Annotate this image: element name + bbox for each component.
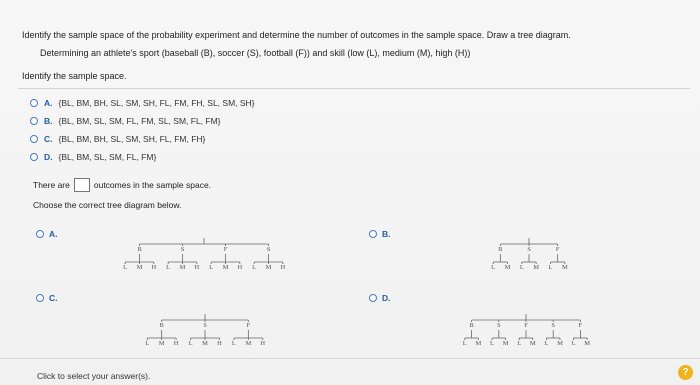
option-text: {BL, BM, BH, SL, SM, SH, FL, FM, FH, SL, SM, SH} [58,98,255,108]
tree-sport-label: F [246,322,251,329]
outcomes-after: outcomes in the sample space. [93,180,212,190]
tree-sport-label: S [551,322,556,329]
option-text: {BL, BM, SL, SM, FL, FM, SL, SM, FL, FM} [58,116,221,126]
tree-skill-label: M [158,340,165,347]
option-d[interactable] [30,152,156,162]
radio-icon[interactable] [36,294,44,302]
tree-skill-label: M [222,264,229,271]
tree-skill-label: L [519,264,524,271]
tree-skill-label: H [260,340,266,347]
tree-skill-label: M [502,340,509,347]
radio-icon[interactable] [369,230,377,238]
tree-skill-label: L [491,264,496,271]
radio-icon[interactable] [30,99,38,107]
tree-diagram-c[interactable] [140,312,270,358]
tree-sport-label: B [498,246,503,253]
option-a[interactable] [30,98,255,108]
radio-icon[interactable] [369,294,377,302]
tree-skill-label: L [145,340,150,347]
option-text: {BL, BM, SL, SM, FL, FM} [58,152,157,162]
tree-option-b[interactable] [369,229,391,239]
option-letter: A. [49,229,58,239]
tree-skill-label: H [151,264,157,271]
option-letter: D. [382,293,391,303]
radio-icon[interactable] [36,230,44,238]
outcomes-count-input[interactable] [74,178,90,192]
option-b[interactable] [30,116,221,126]
option-letter: C. [44,134,53,144]
question-instruction: Identify the sample space of the probability experiment and determine the number of outcomes in the sample space. Draw a tree diagram. [22,30,571,40]
tree-sport-label: S [496,322,501,329]
tree-diagram-a[interactable] [118,236,290,292]
outcomes-before: There are [33,180,70,190]
tree-skill-label: H [173,340,179,347]
tree-skill-label: H [217,340,222,347]
tree-skill-label: M [561,264,568,271]
tree-skill-label: L [548,264,553,271]
tree-option-d[interactable] [369,293,391,303]
radio-icon[interactable] [30,117,38,125]
outcomes-prompt [33,178,211,192]
option-letter: B. [44,116,53,126]
tree-skill-label: L [188,340,193,347]
option-letter: C. [49,293,58,303]
tree-sport-label: B [469,322,474,329]
tree-sport-label: F [524,322,528,329]
tree-sport-label: B [137,246,142,253]
option-c[interactable] [30,134,205,144]
tree-sport-label: F [223,246,228,253]
tree-sport-label: S [203,322,207,329]
tree-skill-label: M [533,264,540,271]
tree-skill-label: H [194,264,200,271]
tree-skill-label: L [490,340,494,347]
tree-skill-label: M [245,340,252,347]
tree-skill-label: L [231,340,236,347]
click-to-select-hint: Click to select your answer(s). [37,371,151,381]
help-button[interactable]: ? [678,365,693,380]
option-letter: D. [44,152,53,162]
footer-divider [0,358,700,359]
tree-sport-label: F [555,246,560,253]
radio-icon[interactable] [30,135,38,143]
tree-sport-label: S [527,246,531,253]
tree-skill-label: M [202,340,208,347]
tree-option-a[interactable] [36,229,58,239]
tree-skill-label: M [504,264,511,271]
tree-skill-label: L [462,340,467,347]
tree-option-c[interactable] [36,293,58,303]
tree-skill-label: L [166,264,171,271]
tree-skill-label: M [136,264,143,271]
tree-sport-label: S [266,246,271,253]
tree-skill-label: M [179,264,186,271]
part-prompt: Identify the sample space. [22,71,127,81]
divider [18,88,690,89]
tree-skill-label: M [265,264,272,271]
tree-skill-label: H [237,264,243,271]
tree-skill-label: H [280,264,286,271]
tree-diagram-b[interactable] [486,236,572,292]
tree-sport-label: S [180,246,185,253]
tree-skill-label: L [252,264,257,271]
tree-skill-label: M [557,340,563,347]
tree-skill-label: L [517,340,522,347]
tree-skill-label: M [475,340,482,347]
tree-diagram-d[interactable] [458,312,594,358]
tree-prompt: Choose the correct tree diagram below. [33,200,182,210]
tree-skill-label: M [529,340,536,347]
radio-icon[interactable] [30,153,38,161]
tree-sport-label: B [159,322,164,329]
question-description: Determining an athlete's sport (baseball (B), soccer (S), football (F)) and skill (low (L), medium (M), high (H)) [40,48,471,58]
tree-sport-label: F [578,322,583,329]
option-text: {BL, BM, BH, SL, SM, SH, FL, FM, FH} [58,134,206,144]
tree-skill-label: L [209,264,214,271]
tree-skill-label: M [584,340,591,347]
option-letter: B. [382,229,391,239]
tree-skill-label: L [123,264,128,271]
tree-skill-label: L [571,340,576,347]
tree-skill-label: L [544,340,549,347]
option-letter: A. [44,98,53,108]
